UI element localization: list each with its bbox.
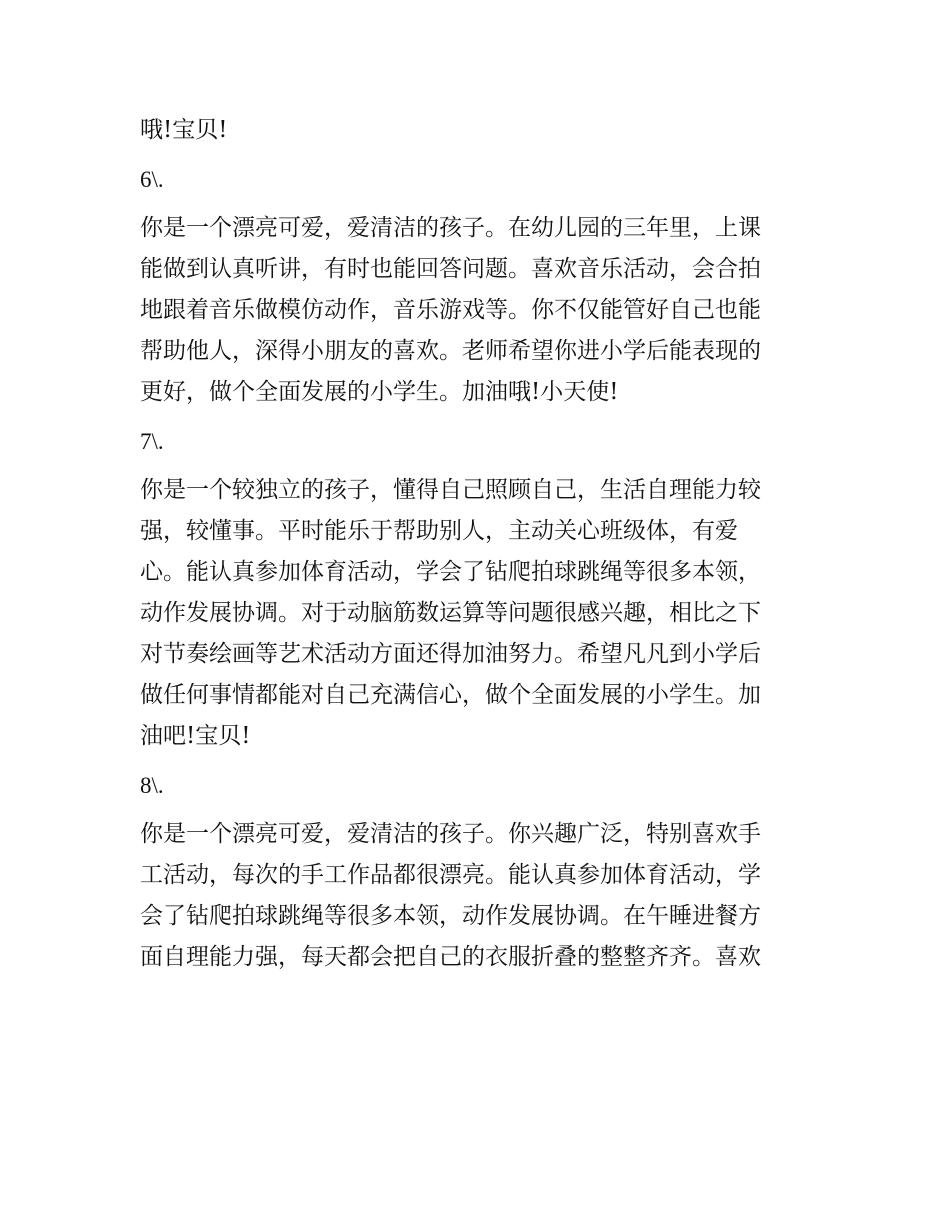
text-line: 帮助他人，深得小朋友的喜欢。老师希望你进小学后能表现的 (140, 338, 761, 364)
text-line: 工活动，每次的手工作品都很漂亮。能认真参加体育活动，学 (140, 862, 761, 888)
text-line: 对节奏绘画等艺术活动方面还得加油努力。希望凡凡到小学后 (140, 641, 761, 667)
text-line: 做任何事情都能对自己充满信心，做个全面发展的小学生。加 (140, 682, 761, 708)
text-line: 你是一个漂亮可爱，爱清洁的孩子。你兴趣广泛，特别喜欢手 (140, 821, 761, 847)
entry-number: 8\. (140, 773, 164, 798)
document-body (140, 110, 815, 978)
text-line: 面自理能力强，每天都会把自己的衣服折叠的整整齐齐。喜欢 (140, 944, 761, 970)
text-line: 会了钻爬拍球跳绳等很多本领，动作发展协调。在午睡进餐方 (140, 903, 761, 929)
entry-7 (140, 421, 815, 757)
text-line: 你是一个较独立的孩子，懂得自己照顾自己，生活自理能力较 (140, 477, 761, 503)
text-line: 油吧!宝贝! (140, 723, 251, 749)
text-line: 心。能认真参加体育活动，学会了钻爬拍球跳绳等很多本领， (140, 559, 761, 585)
entry-8 (140, 765, 815, 978)
text-line: 哦!宝贝! (140, 117, 228, 143)
text-line: 强，较懂事。平时能乐于帮助别人，主动关心班级体，有爱 (140, 518, 738, 544)
text-line: 动作发展协调。对于动脑筋数运算等问题很感兴趣，相比之下 (140, 600, 761, 626)
text-line: 更好，做个全面发展的小学生。加油哦!小天使! (140, 379, 619, 405)
entry-number: 7\. (140, 429, 164, 454)
text-line: 地跟着音乐做模仿动作，音乐游戏等。你不仅能管好自己也能 (140, 297, 761, 323)
text-line: 你是一个漂亮可爱，爱清洁的孩子。在幼儿园的三年里，上课 (140, 215, 761, 241)
entry-6 (140, 159, 815, 413)
entry-number: 6\. (140, 167, 164, 192)
text-line: 能做到认真听讲，有时也能回答问题。喜欢音乐活动，会合拍 (140, 256, 761, 282)
